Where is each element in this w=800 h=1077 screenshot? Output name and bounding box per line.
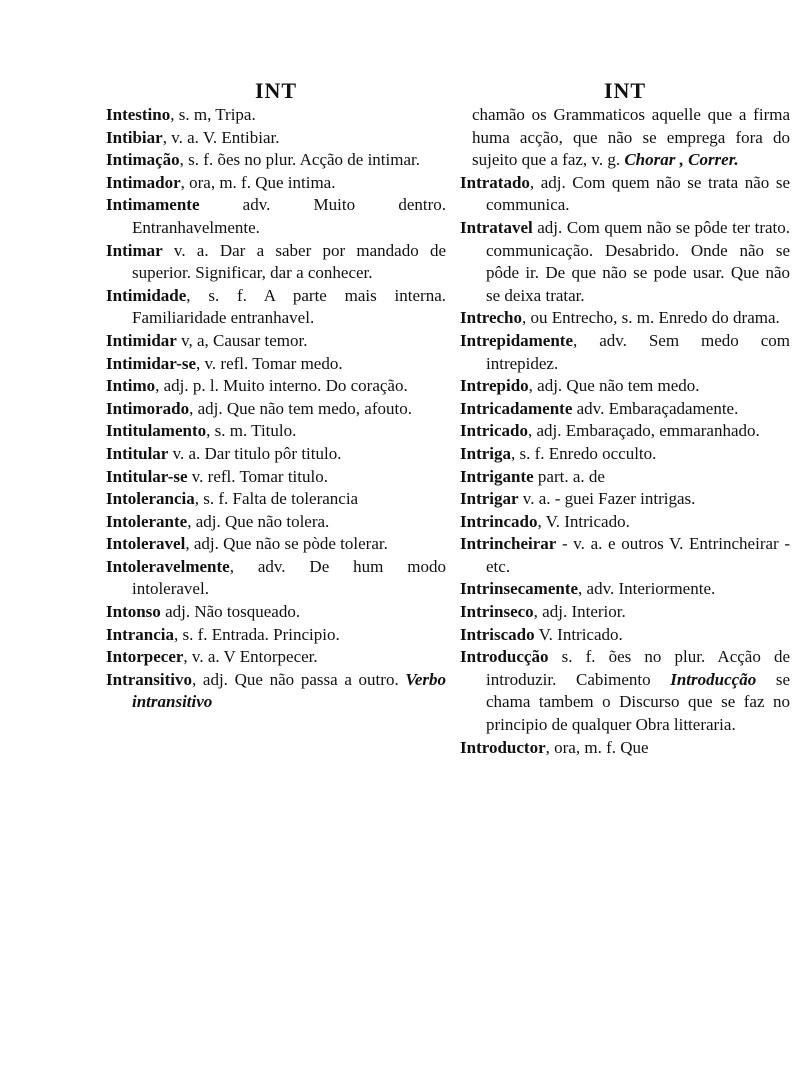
dictionary-entry: Intratado, adj. Com quem não se trata não se communica.	[460, 172, 790, 215]
dictionary-entry: Intitulamento, s. m. Titulo.	[106, 421, 297, 441]
dictionary-entry: Intransitivo, adj. Que não passa a outro. Verbo intransitivo	[106, 669, 447, 712]
dictionary-entry: Intimidade, s. f. A parte mais interna. Familiaridade entranhavel.	[106, 285, 446, 328]
dictionary-entry: Intratavel adj. Com quem não se pôde ter trato. communicação. Desabrido. Onde não se pôde ir. De que não se pode usar. Que não se deixa tratar.	[460, 217, 790, 305]
dictionary-entry: Intrincheirar - v. a. e outros V. Entrincheirar - etc.	[460, 534, 790, 576]
dictionary-entry: Intolerante, adj. Que não tolera.	[106, 511, 330, 531]
dictionary-entry: Intrecho, ou Entrecho, s. m. Enredo do drama.	[460, 308, 780, 328]
dictionary-entry: Intolerancia, s. f. Falta de tolerancia	[106, 489, 359, 509]
dictionary-entry: Intitular v. a. Dar titulo pôr titulo.	[106, 443, 342, 463]
dictionary-entry: Intorpecer, v. a. V Entorpecer.	[106, 647, 318, 667]
right-column-header: INT	[603, 78, 647, 103]
dictionary-entry: Intitular-se v. refl. Tomar titulo.	[106, 466, 328, 486]
dictionary-entry: Intimorado, adj. Que não tem medo, afouto.	[106, 398, 412, 418]
dictionary-entry: Intrincado, V. Intricado.	[460, 511, 630, 531]
left-column-header: INT	[254, 78, 298, 103]
dictionary-entry: Intrinseco, adj. Interior.	[460, 602, 626, 622]
dictionary-entry: Intrigante part. a. de	[460, 466, 605, 486]
dictionary-entry: Intrinsecamente, adv. Interiormente.	[460, 579, 716, 599]
dictionary-entry: Intrepido, adj. Que não tem medo.	[460, 376, 700, 396]
dictionary-entry: Intrepidamente, adv. Sem medo com intrepidez.	[460, 330, 790, 373]
dictionary-entry: Intoleravelmente, adv. De hum modo intoleravel.	[106, 556, 446, 599]
dictionary-entry: Intriscado V. Intricado.	[460, 624, 623, 644]
dictionary-entry: Intibiar, v. a. V. Entibiar.	[106, 127, 280, 147]
dictionary-entry: Intrigar v. a. - guei Fazer intrigas.	[460, 489, 696, 509]
dictionary-entry: Intoleravel, adj. Que não se pòde tolerar.	[106, 534, 388, 554]
dictionary-entry: Intrancia, s. f. Entrada. Principio.	[106, 624, 340, 644]
dictionary-entry: Intricado, adj. Embaraçado, emmaranhado.	[460, 421, 760, 441]
dictionary-entry: Intimação, s. f. ões no plur. Acção de intimar.	[106, 150, 420, 170]
dictionary-entry: Intimidar v, a, Causar temor.	[106, 330, 308, 350]
left-column	[106, 78, 446, 714]
dictionary-entry: Introductor, ora, m. f. Que	[460, 737, 649, 757]
dictionary-entry: Intimamente adv. Muito dentro. Entranhavelmente.	[106, 195, 446, 237]
dictionary-entry: Intriga, s. f. Enredo occulto.	[460, 443, 657, 463]
dictionary-entry: Intimador, ora, m. f. Que intima.	[106, 172, 336, 192]
dictionary-entry: Intimar v. a. Dar a saber por mandado de superior. Significar, dar a conhecer.	[106, 240, 446, 283]
dictionary-entry: Intimo, adj. p. l. Muito interno. Do coração.	[106, 376, 408, 396]
dictionary-entry: Intimidar-se, v. refl. Tomar medo.	[106, 353, 343, 373]
right-column	[460, 78, 790, 759]
dictionary-entry: Intricadamente adv. Embaraçadamente.	[460, 398, 739, 418]
entry-continuation: chamão os Grammaticos aquelle que a firma huma acção, que não se emprega fora do sujeito que a faz, v. g. Chorar , Correr.	[472, 105, 790, 170]
dictionary-entry: Introducção s. f. ões no plur. Acção de introduzir. Cabimento Introducção se chama tambem o Discurso que se faz no principio de qualquer Obra litteraria.	[460, 647, 790, 735]
dictionary-entry: Intonso adj. Não tosqueado.	[106, 602, 301, 622]
dictionary-entry: Intestino, s. m, Tripa.	[106, 105, 256, 124]
